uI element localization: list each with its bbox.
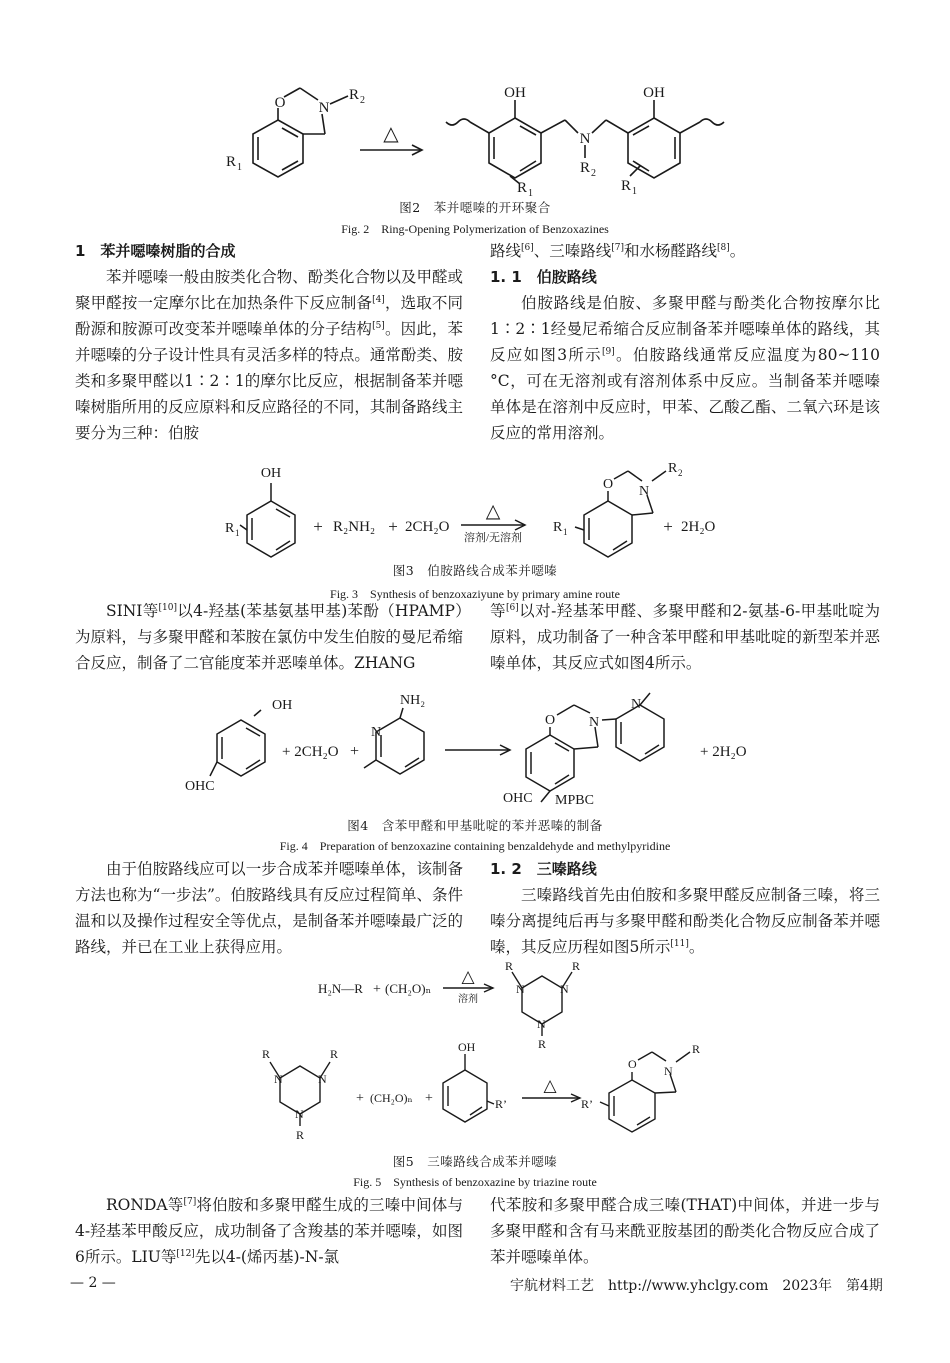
polymer-r1-left-label: R	[517, 180, 528, 196]
heat-delta-symbol: △	[485, 501, 501, 522]
product-oxygen-label: O	[602, 477, 614, 492]
aldehyde-label: OHC	[185, 779, 215, 794]
formaldehyde-formula: 2CH₂O	[405, 519, 450, 535]
sini-paragraph: SINI等[10]以4-羟基(苯基氨基甲基)苯酚（HPAMP）为原料，与多聚甲醛和苯胺在氯仿中发生伯胺的曼尼希缩合反应，制备了二官能度苯并恶嗪单体。ZHANG	[75, 602, 463, 672]
plus-sign-2: +	[388, 517, 398, 536]
formaldehyde-formula: + 2CH₂O	[282, 744, 339, 760]
paraformaldehyde-top: (CH₂O)ₙ	[385, 981, 432, 996]
citation-7b: [7]	[183, 1197, 197, 1207]
product-r2-label: R	[668, 461, 678, 476]
product-r1-label: R	[553, 520, 563, 535]
product-r1-sub: 1	[563, 527, 568, 537]
plus-sign-top: +	[373, 982, 381, 997]
product-oxygen: O	[628, 1057, 637, 1071]
triazine2-n-2: N	[318, 1072, 327, 1086]
page-number: — 2 —	[70, 1275, 116, 1291]
water-formula: 2H₂O	[681, 519, 716, 535]
route-list-continuation: 路线[6]、三嗪路线[7]和水杨醛路线[8]。	[490, 242, 746, 260]
triazine2-r-bottom: R	[296, 1128, 305, 1142]
phenol-oh-label: OH	[272, 698, 293, 713]
left-column-one-step	[75, 856, 463, 960]
product-nitrogen-label: N	[638, 484, 650, 499]
one-step-paragraph: 由于伯胺路线应可以一步合成苯并噁嗪单体，该制备方法也称为“一步法”。伯胺路线具有反应过程简单、条件温和以及操作过程安全等优点，是制备苯并噁嗪最广泛的路线，并已在工业上获得应用。	[75, 860, 463, 956]
product-aldehyde-label: OHC	[503, 791, 533, 806]
plus-sign-3: +	[663, 517, 673, 536]
product-oxygen: O	[544, 713, 556, 728]
triazine2-r-left: R	[262, 1047, 271, 1061]
section-1-1-paragraph: 伯胺路线是伯胺、多聚甲醛与酚类化合物按摩尔比1∶2∶1经曼尼希缩合反应制备苯并噁嗪单体的路线，其反应如图3所示[9]。伯胺路线通常反应温度为80~110 °C，可在无溶剂或有溶剂体系中反应。当制备苯并噁嗪单体是在溶剂中反应时，甲苯、乙酸乙酯、二氧六环是该反应的常用溶剂。	[490, 294, 880, 442]
section-1-heading: 1 苯并噁嗪树脂的合成	[75, 242, 236, 260]
figure-3-scheme	[0, 455, 950, 565]
nitrogen-label: N	[318, 100, 330, 116]
ronda-paragraph: RONDA等[7]将伯胺和多聚甲醛生成的三嗪中间体与4-羟基苯甲酸反应，成功制备了含羧基的苯并噁嗪，如图6所示。LIU等[12]先以4-(烯丙基)-N-氯	[75, 1196, 463, 1266]
heat-delta-bottom: △	[543, 1076, 557, 1095]
polymer-r1-right-label: R	[621, 178, 632, 194]
left-column-ronda	[75, 1192, 463, 1270]
paraformaldehyde-bottom: (CH₂O)ₙ	[370, 1091, 413, 1105]
figure-2-caption-cn: 图2 苯并噁嗪的开环聚合	[399, 200, 551, 215]
section-1-2-paragraph: 三嗪路线首先由伯胺和多聚甲醛反应制备三嗪，将三嗪分离提纯后再与多聚甲醛和酚类化合物反应制备苯并噁嗪，其反应历程如图5所示[11]。	[490, 886, 880, 956]
citation-8: [8]	[717, 243, 730, 253]
triazine-n-2: N	[560, 982, 569, 996]
r1-sub-label: 1	[237, 162, 242, 173]
figure-3-caption-en: Fig. 3 Synthesis of benzoxaziyune by primary amine route	[330, 587, 620, 601]
hydroxyl-label-right: OH	[643, 85, 665, 101]
triazine-r-left: R	[505, 959, 514, 973]
figure-5-scheme	[0, 958, 950, 1158]
citation-7: [7]	[611, 243, 625, 253]
product-r2-sub: 2	[678, 468, 683, 478]
citation-5: [5]	[372, 321, 385, 331]
liu-paragraph: 代苯胺和多聚甲醛合成三嗪(THAT)中间体，并进一步与多聚甲醛和含有马来酰亚胺基团的酚类化合物反应合成了苯并噁嗪单体。	[490, 1196, 880, 1266]
polymer-r1-right-sub: 1	[632, 186, 637, 197]
section-1-1-heading: 1. 1 伯胺路线	[490, 268, 597, 286]
citation-4: [4]	[372, 295, 385, 305]
figure-4-scheme	[0, 680, 950, 810]
right-column-zhang	[490, 598, 880, 676]
phenol-oh-label: OH	[260, 466, 282, 481]
solvent-condition: 溶剂	[458, 994, 478, 1005]
product-r-prime: R’	[581, 1097, 593, 1111]
product-nitrogen: N	[588, 715, 600, 730]
water-formula: + 2H₂O	[700, 744, 747, 760]
solvent-condition: 溶剂/无溶剂	[463, 532, 523, 544]
polymer-nitrogen-label: N	[579, 131, 591, 147]
journal-footer: 宇航材料工艺 http://www.yhclgy.com 2023年 第4期	[510, 1278, 883, 1294]
citation-9: [9]	[602, 347, 615, 357]
triazine-r-bottom: R	[538, 1037, 547, 1051]
product-pyridine-nitrogen: N	[631, 697, 642, 712]
left-column-sini	[75, 598, 463, 676]
heat-delta-top: △	[461, 967, 475, 986]
product-name-mpbc: MPBC	[555, 793, 594, 808]
amine-nh2-label: NH₂	[400, 693, 426, 708]
triazine-r-right: R	[572, 959, 581, 973]
figure-5-caption-cn: 图5 三嗪路线合成苯并噁嗪	[392, 1154, 558, 1169]
figure-4-caption-en: Fig. 4 Preparation of benzoxazine containing benzaldehyde and methylpyridine	[279, 839, 671, 853]
figure-2-scheme	[0, 0, 950, 200]
figure-2-caption-en: Fig. 2 Ring-Opening Polymerization of Benzoxazines	[341, 222, 609, 236]
phenol-r1-sub: 1	[235, 528, 240, 538]
right-column-section-1-1	[490, 238, 880, 446]
triazine2-n-1: N	[274, 1072, 283, 1086]
polymer-r2-label: R	[580, 160, 591, 176]
right-column-section-1-2	[490, 856, 880, 960]
product-r-label: R	[692, 1042, 701, 1056]
figure-3	[0, 455, 950, 605]
figure-3-caption-cn: 图3 伯胺路线合成苯并噁嗪	[392, 563, 558, 578]
zhang-paragraph: 等[6]以对-羟基苯甲醛、多聚甲醛和2-氨基-6-甲基吡啶为原料，成功制备了一种含苯甲醛和甲基吡啶的新型苯并恶嗪单体，其反应式如图4所示。	[490, 602, 880, 672]
amine-formula: R₂NH₂	[333, 519, 376, 535]
oxygen-label: O	[274, 95, 286, 111]
r2-sub-label: 2	[360, 95, 365, 106]
triazine-n-3: N	[537, 1017, 546, 1031]
citation-12: [12]	[176, 1249, 195, 1259]
figure-2	[0, 0, 950, 240]
plus-sign: +	[350, 743, 360, 760]
heat-delta-symbol: △	[383, 123, 399, 145]
plus-sign-bottom-1: +	[356, 1091, 364, 1106]
section-1-paragraph: 苯并噁嗪一般由胺类化合物、酚类化合物以及甲醛或聚甲醛按一定摩尔比在加热条件下反应制备[4]，选取不同酚源和胺源可改变苯并噁嗪单体的分子结构[5]。因此，苯并噁嗪的分子设计性具有灵活多样的特点。通常酚类、胺类和多聚甲醛以1∶2∶1的摩尔比反应，根据制备苯并噁嗪树脂所用的反应原料和反应路径的不同，其制备路线主要分为三种：伯胺	[75, 268, 463, 442]
phenol-r-prime: R’	[495, 1097, 507, 1111]
amine-formula: H₂N—R	[318, 981, 363, 996]
citation-10: [10]	[158, 603, 178, 613]
polymer-r2-sub-label: 2	[591, 168, 596, 179]
section-1-2-heading: 1. 2 三嗪路线	[490, 860, 597, 878]
right-column-liu	[490, 1192, 880, 1270]
phenol-r1-label: R	[225, 521, 235, 536]
polymer-r1-left-sub: 1	[528, 188, 533, 199]
phenol-oh-label: OH	[458, 1040, 476, 1054]
figure-4	[0, 680, 950, 855]
figure-4-caption-cn: 图4 含苯甲醛和甲基吡啶的苯并恶嗪的制备	[347, 818, 603, 833]
figure-5	[0, 958, 950, 1193]
r1-label: R	[226, 154, 237, 170]
r2-label: R	[349, 87, 360, 103]
product-nitrogen: N	[664, 1064, 673, 1078]
triazine2-n-3: N	[295, 1107, 304, 1121]
triazine2-r-right: R	[330, 1047, 339, 1061]
plus-sign-bottom-2: +	[425, 1091, 433, 1106]
triazine-n-1: N	[516, 982, 525, 996]
pyridine-nitrogen: N	[371, 725, 382, 740]
left-column-section-1	[75, 238, 463, 446]
citation-6b: [6]	[505, 603, 519, 613]
citation-6: [6]	[521, 243, 534, 253]
hydroxyl-label-left: OH	[504, 85, 526, 101]
figure-5-caption-en: Fig. 5 Synthesis of benzoxazine by triazine route	[353, 1175, 597, 1189]
plus-sign-1: +	[313, 517, 323, 536]
citation-11: [11]	[670, 939, 689, 949]
